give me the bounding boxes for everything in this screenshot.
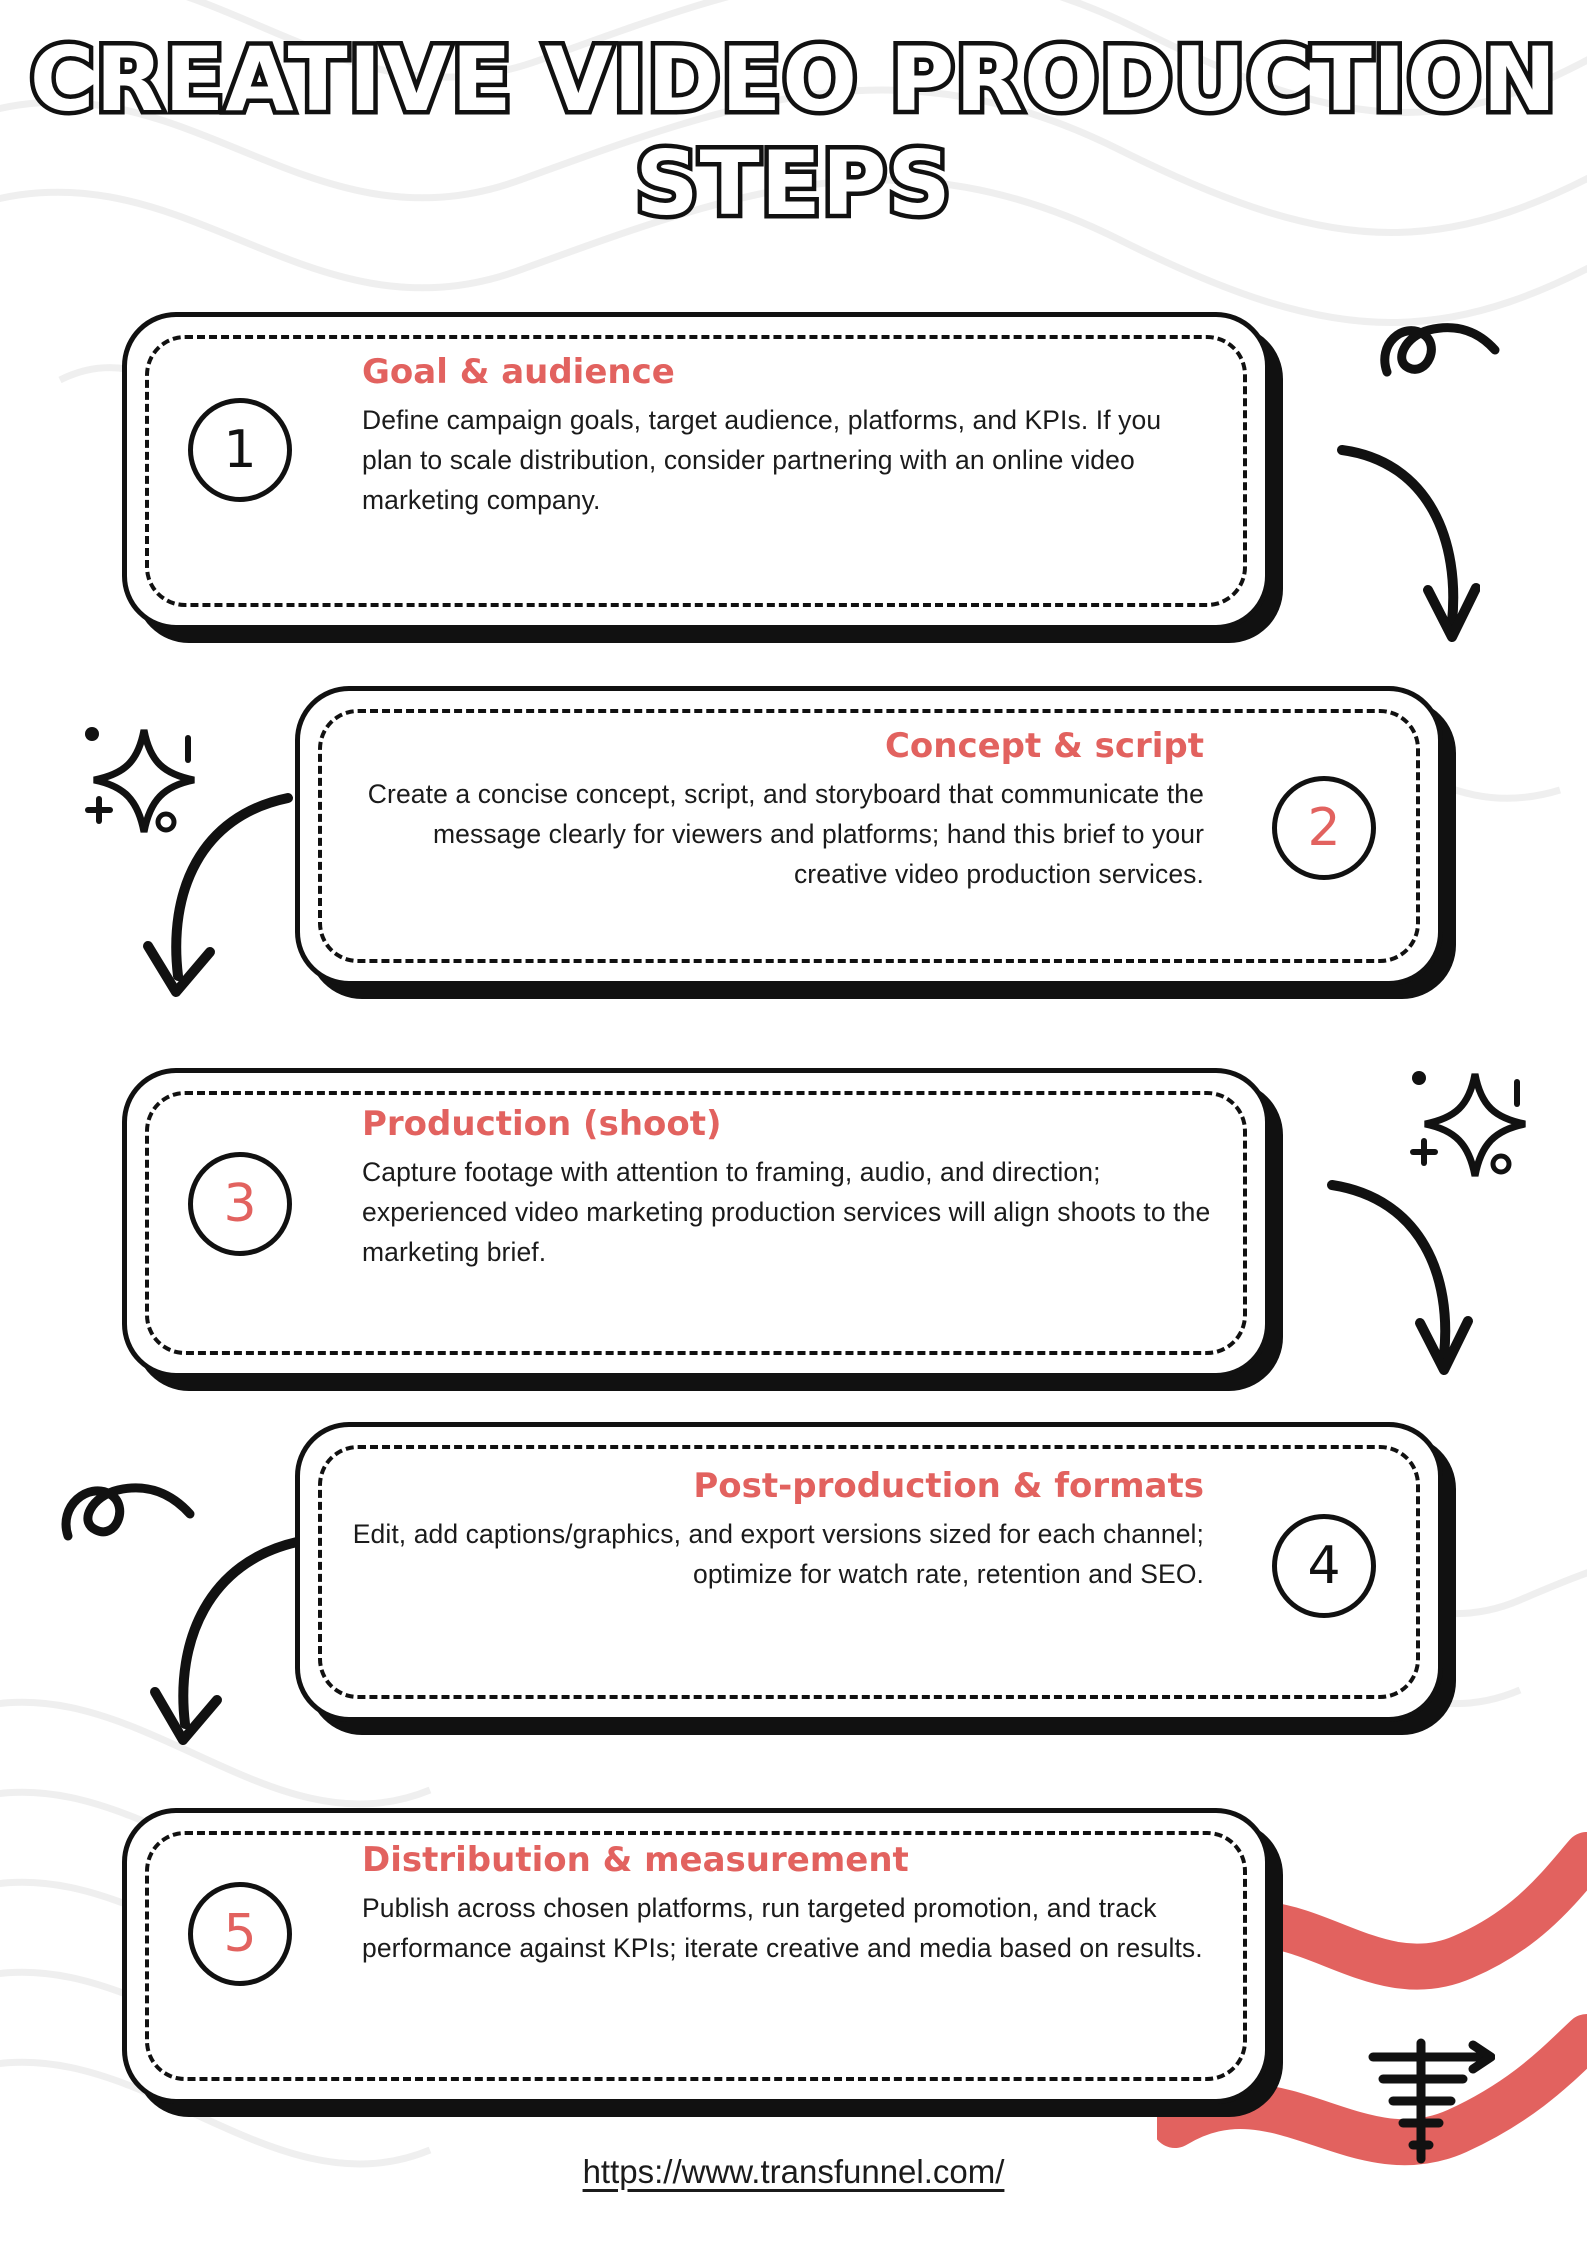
curl-doodle-top-right — [1375, 310, 1515, 400]
step-text-4 — [350, 1466, 1204, 1594]
sparkle-cluster-left — [78, 718, 218, 848]
step-body-4: Edit, add captions/graphics, and export versions sized for each channel; optimize for watch rate, retention and SEO. — [352, 1518, 1204, 1590]
step-text-2 — [350, 726, 1204, 895]
step-heading-1: Goal & audience — [362, 352, 675, 392]
step-body-5: Publish across chosen platforms, run targeted promotion, and track performance against KPIs; iterate creative and media based on results. — [362, 1892, 1203, 1964]
footer-website-link[interactable]: https://www.transfunnel.com/ — [582, 2153, 1005, 2190]
step-heading-2: Concept & script — [884, 726, 1204, 766]
arrow-down-right-1 — [1320, 432, 1480, 672]
step-number-2: 2 — [1307, 798, 1341, 858]
step-number-badge-1 — [188, 398, 292, 502]
curl-doodle-left — [58, 1470, 208, 1565]
step-number-3: 3 — [223, 1174, 257, 1234]
step-body-1: Define campaign goals, target audience, platforms, and KPIs. If you plan to scale distribution, consider partnering with an online video marketing company. — [362, 404, 1162, 516]
step-body-3: Capture footage with attention to framing, audio, and direction; experienced video marketing production services will align shoots to the marketing brief. — [362, 1156, 1211, 1268]
brand-funnel-arrow-mark — [1365, 2037, 1495, 2167]
arrow-down-left-2 — [135, 1520, 315, 1780]
arrow-down-right-2 — [1310, 1165, 1480, 1405]
step-heading-5: Distribution & measurement — [362, 1840, 909, 1880]
step-text-3 — [362, 1104, 1216, 1273]
step-number-badge-5 — [188, 1882, 292, 1986]
step-heading-4: Post-production & formats — [693, 1466, 1204, 1506]
step-number-1: 1 — [223, 420, 257, 480]
step-number-badge-2 — [1272, 776, 1376, 880]
page-title-line-1: CREATIVE VIDEO PRODUCTION — [29, 28, 1558, 131]
step-heading-3: Production (shoot) — [362, 1104, 722, 1144]
step-number-badge-4 — [1272, 1514, 1376, 1618]
page-title — [0, 28, 1587, 236]
step-number-5: 5 — [223, 1904, 257, 1964]
step-text-5 — [362, 1840, 1216, 1968]
sparkle-cluster-right — [1405, 1060, 1545, 1190]
step-body-2: Create a concise concept, script, and storyboard that communicate the message clearly for viewers and platforms; hand this brief to your creative video production services. — [367, 778, 1204, 890]
arrow-down-left-1 — [130, 780, 310, 1030]
step-number-badge-3 — [188, 1152, 292, 1256]
step-number-4: 4 — [1307, 1536, 1341, 1596]
page-title-line-2: STEPS — [635, 131, 952, 235]
step-text-1 — [362, 352, 1216, 521]
